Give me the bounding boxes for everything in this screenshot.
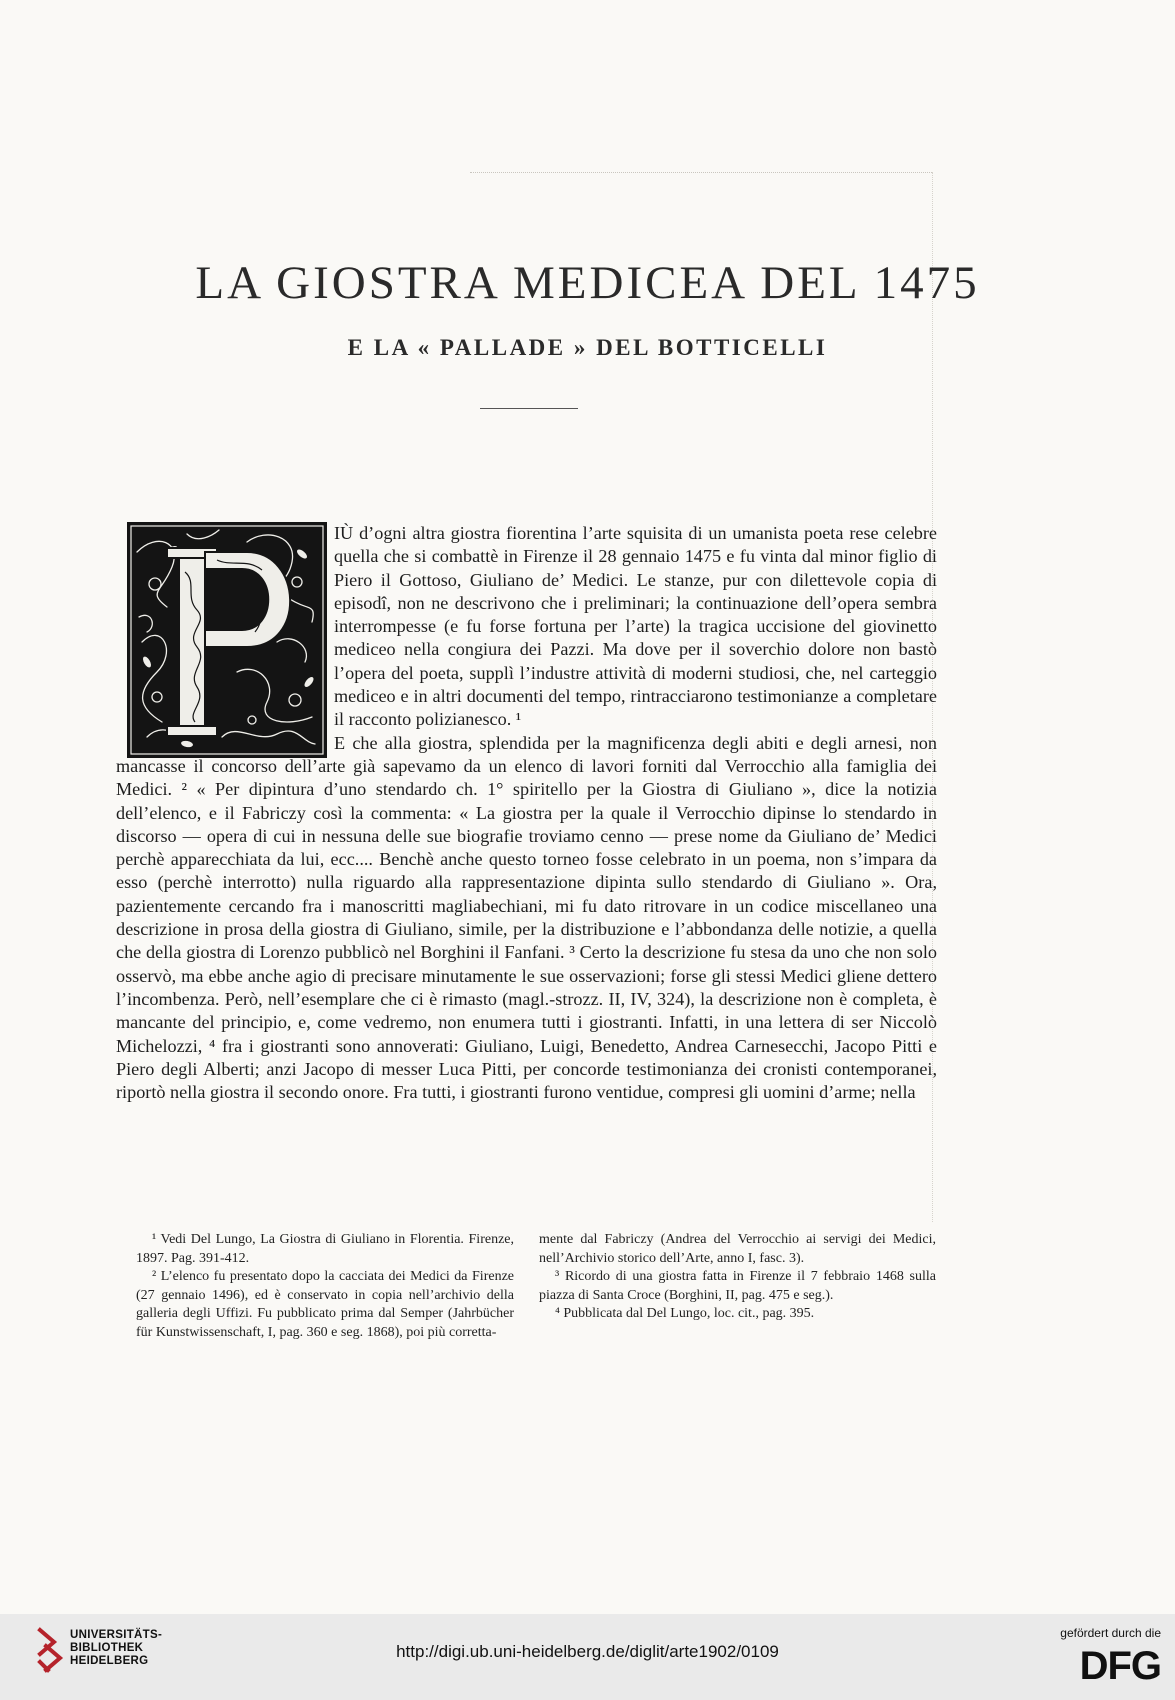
footnotes-left-column	[136, 1231, 514, 1343]
article-body	[116, 522, 937, 1104]
dropcap-space	[116, 522, 334, 754]
funding-note: gefördert durch die	[1060, 1626, 1161, 1640]
permalink-url[interactable]: http://digi.ub.uni-heidelberg.de/diglit/arte1902/0109	[396, 1642, 779, 1661]
library-name-line: HEIDELBERG	[70, 1655, 149, 1667]
footnote: ³ Ricordo di una giostra fatta in Firenze il 7 febbraio 1468 sulla piazza di Santa Croce (Borghini, II, pag. 475 e seg.).	[539, 1269, 936, 1303]
article-subtitle: E LA « PALLADE » DEL BOTTICELLI	[347, 335, 828, 360]
body-paragraph: IÙ d’ogni altra giostra fiorentina l’arte squisita di un umanista poeta rese celebre quella che si combattè in Firenze il 28 gennaio 1475 e fu vinta dal minor figlio di Piero il Gottoso, Giuliano de’ Medici. Le stanze, pur con dilettevole copia di episodî, non ne descrivono che i preliminari; la continuazione dell’opera sembra interrompesse (e fu forse fortuna per l’arte) la tragica uccisione del giovinetto mediceo nella congiura dei Pazzi. Ma dove per il soverchio dolore non bastò l’opera del poeta, supplì l’industre attività di moderni studiosi, che, nel carteggio mediceo e in altri documenti del tempo, rintracciarono testimonianze a completare il racconto polizianesco. ¹	[334, 523, 937, 730]
dfg-logo: DFG	[1079, 1644, 1161, 1688]
article-title: LA GIOSTRA MEDICEA DEL 1475	[195, 257, 980, 309]
footnote: ⁴ Pubblicata dal Del Lungo, loc. cit., pag. 395.	[555, 1306, 815, 1322]
footnote: mente dal Fabriczy (Andrea del Verrocchio ai servigi dei Medici, nell’Archivio storico dell’Arte, anno I, fasc. 3).	[539, 1232, 936, 1266]
footnote: ¹ Vedi Del Lungo, La Giostra di Giuliano in Florentia. Firenze, 1897. Pag. 391-412.	[136, 1232, 514, 1266]
library-name-line: UNIVERSITÄTS-	[70, 1629, 163, 1641]
body-paragraph: E che alla giostra, splendida per la magnificenza degli abiti e degli arnesi, non mancasse il concorso dell’arte già sapevamo da un elenco di lavori forniti dal Verrocchio alla famiglia dei Medici. ² « Per dipintura d’uno stendardo ch. 1° spiritello per la Giostra di Giuliano », dice la notizia dell’elenco, e il Fabriczy così la commenta: « La giostra per la quale il Verrocchio dipinse lo stendardo in discorso — opera di cui in nessuna delle sue biografie troviamo cenno — prese nome da Giuliano de’ Medici perchè apparecchiata da lui, ecc.... Benchè anche questo torneo fosse celebrato in un poema, non s’impara da esso (perchè interrotto) nulla riguardo alla rappresentazione dipinta sullo stendardo di Giuliano ». Ora, pazientemente cercando fra i manoscritti magliabechiani, mi fu dato ritrovare in un codice miscellaneo una descrizione in prosa della giostra di Giuliano, simile, per la distribuzione e l’abbondanza delle notizie, a quella che della giostra di Lorenzo pubblicò nel Borghini il Fanfani. ³ Certo la descrizione fu stesa da uno che non solo osservò, ma ebbe anche agio di precisare minutamente le sue osservazioni; forse gli stessi Medici gliene dettero l’incombenza. Però, nell’esemplare che ci è rimasto (magl.-strozz. II, IV, 324), la descrizione non è completa, è mancante del principio, e, come vedremo, non enumera tutti i giostranti. Infatti, in una lettera di ser Niccolò Michelozzi, ⁴ fra i giostranti sono annoverati: Giuliano, Luigi, Benedetto, Andrea Carnesecchi, Jacopo Pitti e Piero degli Alberti; anzi Jacopo di messer Luca Pitti, per concorde testimonianza dei cronisti contemporanei, riportò nella giostra il secondo onore. Fra tutti, i giostranti furono ventidue, compresi gli uomini d’arme; nella	[116, 732, 937, 1103]
title-rule	[480, 408, 578, 409]
library-name-line: BIBLIOTHEK	[70, 1642, 144, 1654]
page-edge-line	[470, 172, 932, 173]
footnote: ² L’elenco fu presentato dopo la cacciata dei Medici da Firenze (27 gennaio 1496), ed è conservato in copia nell’archivio della galleria degli Uffizi. Fu pubblicato prima dal Semper (Jahrbücher für Kunstwissenschaft, I, pag. 360 e seg. 1868), poi più corretta-	[136, 1269, 514, 1340]
footnotes-right-column	[539, 1231, 936, 1324]
